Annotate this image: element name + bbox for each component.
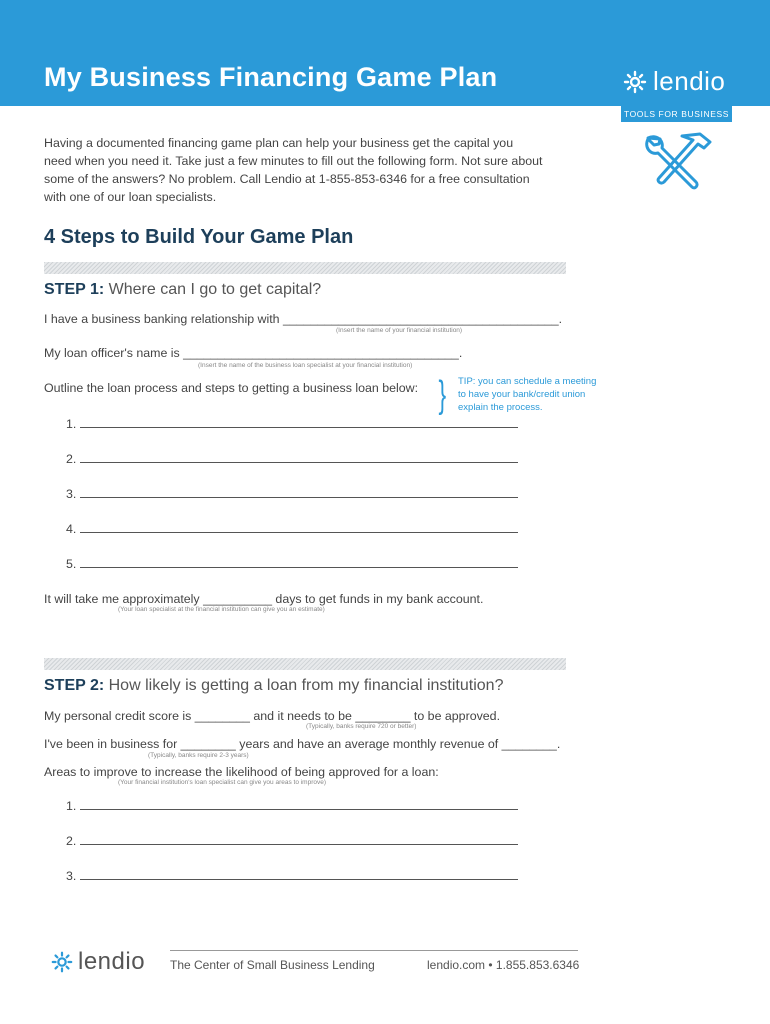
funding-days-field[interactable]: It will take me approximately __________ days to get funds in my bank account. xyxy=(44,592,484,606)
row-number: 1. xyxy=(66,417,77,431)
answer-line[interactable] xyxy=(80,800,518,810)
step1-blank-row-3[interactable] xyxy=(66,487,518,501)
steps-heading: 4 Steps to Build Your Game Plan xyxy=(44,226,354,248)
step1-blank-row-5[interactable] xyxy=(66,557,518,571)
banking-relationship-field[interactable]: I have a business banking relationship with ________________________________________. xyxy=(44,312,563,326)
credit-score-hint: (Typically, banks require 720 or better) xyxy=(306,723,417,730)
areas-to-improve-instruction: Areas to improve to increase the likelihood of being approved for a loan: xyxy=(44,765,439,779)
header-banner xyxy=(0,0,770,106)
footer-tagline: The Center of Small Business Lending xyxy=(170,958,375,972)
footer-divider xyxy=(170,950,578,951)
step1-blank-row-4[interactable] xyxy=(66,522,518,536)
step1-label: STEP 1: xyxy=(44,281,105,298)
credit-score-field[interactable]: My personal credit score is ________ and it needs to be ________ to be approved. xyxy=(44,709,501,723)
step2-blank-row-3[interactable] xyxy=(66,869,518,883)
step2-blank-row-2[interactable] xyxy=(66,834,518,848)
step2-question: How likely is getting a loan from my financial institution? xyxy=(108,677,504,694)
lendio-logo-icon xyxy=(50,950,74,974)
answer-line[interactable] xyxy=(80,523,518,533)
business-years-hint: (Typically, banks require 2-3 years) xyxy=(148,752,249,759)
row-number: 5. xyxy=(66,557,77,571)
row-number: 3. xyxy=(66,487,77,501)
footer-contact: lendio.com • 1.855.853.6346 xyxy=(427,958,580,972)
logo-text: lendio xyxy=(653,66,726,96)
answer-line[interactable] xyxy=(80,488,518,498)
answer-line[interactable] xyxy=(80,870,518,880)
outline-instruction: Outline the loan process and steps to getting a business loan below: xyxy=(44,381,419,395)
step2-blank-row-1[interactable] xyxy=(66,799,518,813)
answer-line[interactable] xyxy=(80,835,518,845)
row-number: 2. xyxy=(66,834,77,848)
intro-paragraph: Having a documented financing game plan can help your business get the capital you need when you need it. Take just a few minutes to fill out the following form. Not sure about some of the answers? No problem. Call Lendio at 1-855-853-6346 for a free consultation with one of our loan specialists. xyxy=(44,136,543,204)
tools-for-business-tab: TOOLS FOR BUSINESS xyxy=(621,106,732,122)
step1-blank-row-2[interactable] xyxy=(66,452,518,466)
row-number: 1. xyxy=(66,799,77,813)
answer-line[interactable] xyxy=(80,453,518,463)
tip-note: TIP: you can schedule a meeting to have your bank/credit union explain the process. xyxy=(458,376,597,413)
tip-brace-icon: } xyxy=(438,374,447,416)
step1-question: Where can I go to get capital? xyxy=(108,281,322,298)
step2-label: STEP 2: xyxy=(44,677,105,694)
funding-days-hint: (Your loan specialist at the financial institution can give you an estimate) xyxy=(118,606,325,613)
wrench-hammer-icon xyxy=(638,130,714,196)
section-divider-1 xyxy=(44,262,566,274)
footer-logo xyxy=(50,948,145,976)
areas-to-improve-hint: (Your financial institution's loan specialist can give you areas to improve) xyxy=(118,779,327,786)
answer-line[interactable] xyxy=(80,558,518,568)
page-title: My Business Financing Game Plan xyxy=(44,62,498,92)
loan-officer-field[interactable]: My loan officer's name is ________________________________________. xyxy=(44,346,463,360)
lendio-logo-icon xyxy=(622,69,648,95)
section-divider-2 xyxy=(44,658,566,670)
loan-officer-hint: (Insert the name of the business loan specialist at your financial institution) xyxy=(198,362,413,369)
step1-blank-row-1[interactable] xyxy=(66,417,518,431)
row-number: 2. xyxy=(66,452,77,466)
step1-title xyxy=(44,281,321,299)
business-years-field[interactable]: I've been in business for ________ years and have an average monthly revenue of ________. xyxy=(44,737,561,751)
lendio-logo xyxy=(622,66,725,97)
step2-title xyxy=(44,677,503,695)
row-number: 3. xyxy=(66,869,77,883)
banking-hint: (Insert the name of your financial institution) xyxy=(336,327,463,334)
footer-logo-text: lendio xyxy=(78,948,146,975)
row-number: 4. xyxy=(66,522,77,536)
answer-line[interactable] xyxy=(80,418,518,428)
